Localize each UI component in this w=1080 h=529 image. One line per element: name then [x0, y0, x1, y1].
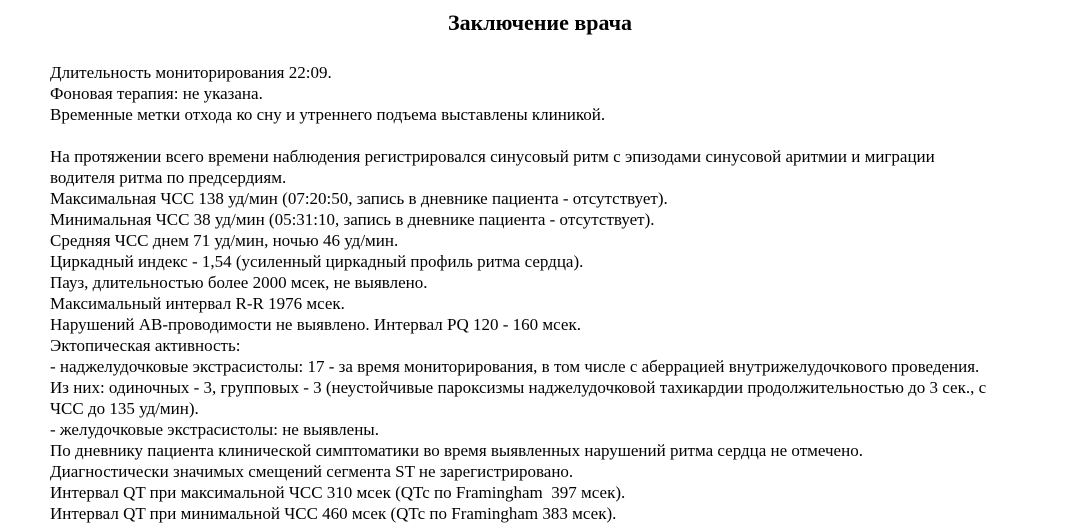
report-line: Фоновая терапия: не указана.: [50, 84, 263, 103]
report-line: Пауз, длительностью более 2000 мсек, не выявлено.: [50, 273, 428, 292]
report-body: [0, 62, 1080, 524]
report-line: Максимальная ЧСС 138 уд/мин (07:20:50, запись в дневнике пациента - отсутствует).: [50, 189, 668, 208]
report-line: - наджелудочковые экстрасистолы: 17 - за время мониторирования, в том числе с аберрацией внутрижелудочкового проведения.: [50, 357, 980, 376]
report-line: [50, 125, 1074, 146]
report-line: Эктопическая активность:: [50, 336, 241, 355]
report-line: ЧСС до 135 уд/мин).: [50, 399, 199, 418]
report-line: Максимальный интервал R-R 1976 мсек.: [50, 294, 345, 313]
report-line: Циркадный индекс - 1,54 (усиленный циркадный профиль ритма сердца).: [50, 252, 584, 271]
report-line: Интервал QT при максимальной ЧСС 310 мсек (QTc по Framingham 397 мсек).: [50, 483, 626, 502]
report-line: По дневнику пациента клинической симптоматики во время выявленных нарушений ритма сердца не отмечено.: [50, 441, 863, 460]
report-line: водителя ритма по предсердиям.: [50, 168, 287, 187]
report-line: Средняя ЧСС днем 71 уд/мин, ночью 46 уд/мин.: [50, 231, 399, 250]
report-line: - желудочковые экстрасистолы: не выявлены.: [50, 420, 379, 439]
report-line: Нарушений АВ-проводимости не выявлено. Интервал PQ 120 - 160 мсек.: [50, 315, 581, 334]
report-line: Минимальная ЧСС 38 уд/мин (05:31:10, запись в дневнике пациента - отсутствует).: [50, 210, 655, 229]
report-line: Временные метки отхода ко сну и утреннего подъема выставлены клиникой.: [50, 105, 606, 124]
page-title: Заключение врача: [447, 10, 633, 35]
report-line: Диагностически значимых смещений сегмента ST не зарегистрировано.: [50, 462, 574, 481]
report-line: Из них: одиночных - 3, групповых - 3 (неустойчивые пароксизмы наджелудочковой тахикардии продолжительностью до 3 сек., с: [50, 378, 987, 397]
report-line: Длительность мониторирования 22:09.: [50, 63, 332, 82]
report-line: Интервал QT при минимальной ЧСС 460 мсек (QTc по Framingham 383 мсек).: [50, 504, 617, 523]
report-line: На протяжении всего времени наблюдения регистрировался синусовый ритм с эпизодами синусовой аритмии и миграции: [50, 147, 935, 166]
